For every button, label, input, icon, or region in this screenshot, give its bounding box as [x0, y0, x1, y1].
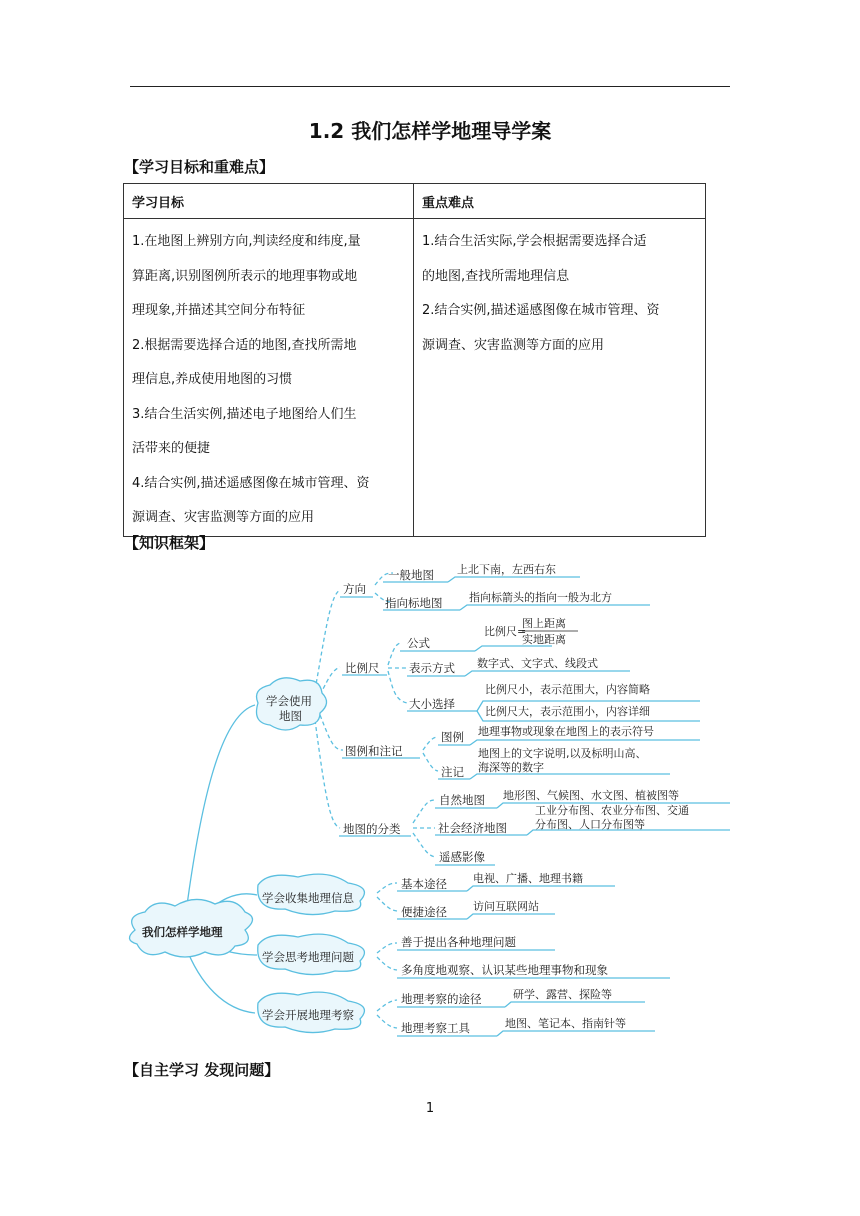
- formula-numerator: 图上距离: [522, 617, 566, 630]
- objectives-cell: [124, 219, 414, 537]
- expression-label: 表示方式: [409, 661, 455, 675]
- section-self-study-heading: 【自主学习 发现问题】: [124, 1061, 280, 1079]
- legend-notes-label: 图例和注记: [345, 744, 403, 758]
- invest-way-label: 地理考察的途径: [401, 992, 482, 1006]
- general-map-rule: 上北下南，左西右东: [457, 563, 556, 576]
- objective-line: 源调查、灾害监测等方面的应用: [132, 510, 315, 525]
- think-item-1: 善于提出各种地理问题: [401, 935, 516, 949]
- map-types-label: 地图的分类: [343, 822, 401, 836]
- think-label: 学会思考地理问题: [262, 950, 354, 964]
- formula-label: 公式: [407, 636, 430, 650]
- investigate-label: 学会开展地理考察: [262, 1008, 354, 1022]
- use-map-label-2: 地图: [279, 709, 302, 723]
- fast-way-label: 便捷途径: [401, 905, 447, 919]
- objective-line: 2.根据需要选择合适的地图,查找所需地: [132, 337, 357, 353]
- objective-line: 理信息,养成使用地图的习惯: [132, 372, 293, 387]
- objective-line: 1.在地图上辨别方向,判读经度和纬度,量: [132, 234, 361, 249]
- header-key-points: 重点难点: [414, 184, 706, 219]
- key-point-line: 1.结合生活实际,学会根据需要选择合适: [422, 234, 647, 249]
- notes-desc-2: 海深等的数字: [478, 761, 544, 774]
- notes-label: 注记: [441, 765, 464, 779]
- expression-types: 数字式、文字式、线段式: [477, 657, 598, 670]
- general-map-label: 一般地图: [388, 568, 434, 582]
- page-number: 1: [425, 1101, 435, 1116]
- think-item-2: 多角度地观察、认识某些地理事物和现象: [401, 963, 608, 977]
- root-label: 我们怎样学地理: [142, 925, 223, 939]
- legend-desc: 地理事物或现象在地图上的表示符号: [478, 725, 654, 738]
- objective-line: 3.结合生活实例,描述电子地图给人们生: [132, 406, 357, 422]
- header-rule: [130, 86, 730, 87]
- section-framework-heading: 【知识框架】: [124, 534, 215, 552]
- scale-label: 比例尺: [345, 661, 380, 675]
- socio-map-list-1: 工业分布图、农业分布图、交通: [535, 804, 689, 817]
- fast-way-list: 访问互联网站: [473, 900, 539, 913]
- use-map-label-1: 学会使用: [266, 694, 312, 708]
- basic-way-list: 电视、广播、地理书籍: [473, 872, 583, 885]
- remote-sensing-label: 遥感影像: [439, 850, 485, 864]
- large-scale-desc: 比例尺大，表示范围小，内容详细: [485, 705, 650, 718]
- page-title: 1.2 我们怎样学地理导学案: [308, 119, 552, 143]
- objective-line: 4.结合实例,描述遥感图像在城市管理、资: [132, 475, 370, 491]
- direction-label: 方向: [343, 582, 366, 596]
- invest-tool-list: 地图、笔记本、指南针等: [505, 1017, 626, 1030]
- notes-desc-1: 地图上的文字说明,以及标明山高、: [478, 747, 647, 760]
- formula-denominator: 实地距离: [522, 633, 566, 646]
- objective-line: 活带来的便捷: [132, 441, 211, 456]
- objectives-table: [123, 183, 706, 537]
- natural-map-list: 地形图、气候图、水文图、植被图等: [503, 789, 679, 802]
- knowledge-mindmap: [125, 555, 735, 1050]
- objective-line: 理现象,并描述其空间分布特征: [132, 303, 306, 318]
- invest-tool-label: 地理考察工具: [401, 1021, 470, 1035]
- arrow-map-label: 指向标地图: [385, 596, 443, 610]
- collect-info-label: 学会收集地理信息: [262, 891, 354, 905]
- key-point-line: 的地图,查找所需地理信息: [422, 268, 570, 284]
- small-scale-desc: 比例尺小，表示范围大，内容简略: [485, 683, 650, 696]
- legend-label: 图例: [441, 730, 464, 744]
- basic-way-label: 基本途径: [401, 877, 447, 891]
- section-goals-heading: 【学习目标和重难点】: [124, 158, 275, 176]
- socio-map-label: 社会经济地图: [438, 821, 507, 835]
- formula-left: 比例尺=: [484, 625, 527, 638]
- key-point-line: 源调查、灾害监测等方面的应用: [422, 337, 605, 353]
- arrow-map-rule: 指向标箭头的指向一般为北方: [469, 591, 612, 604]
- key-point-line: 2.结合实例,描述遥感图像在城市管理、资: [422, 303, 660, 318]
- invest-way-list: 研学、露营、探险等: [513, 988, 612, 1001]
- natural-map-label: 自然地图: [439, 793, 485, 807]
- header-objectives: 学习目标: [124, 184, 414, 219]
- key-points-cell: [414, 219, 706, 537]
- size-choice-label: 大小选择: [409, 697, 455, 711]
- objective-line: 算距离,识别图例所表示的地理事物或地: [132, 268, 358, 284]
- socio-map-list-2: 分布图、人口分布图等: [535, 818, 645, 831]
